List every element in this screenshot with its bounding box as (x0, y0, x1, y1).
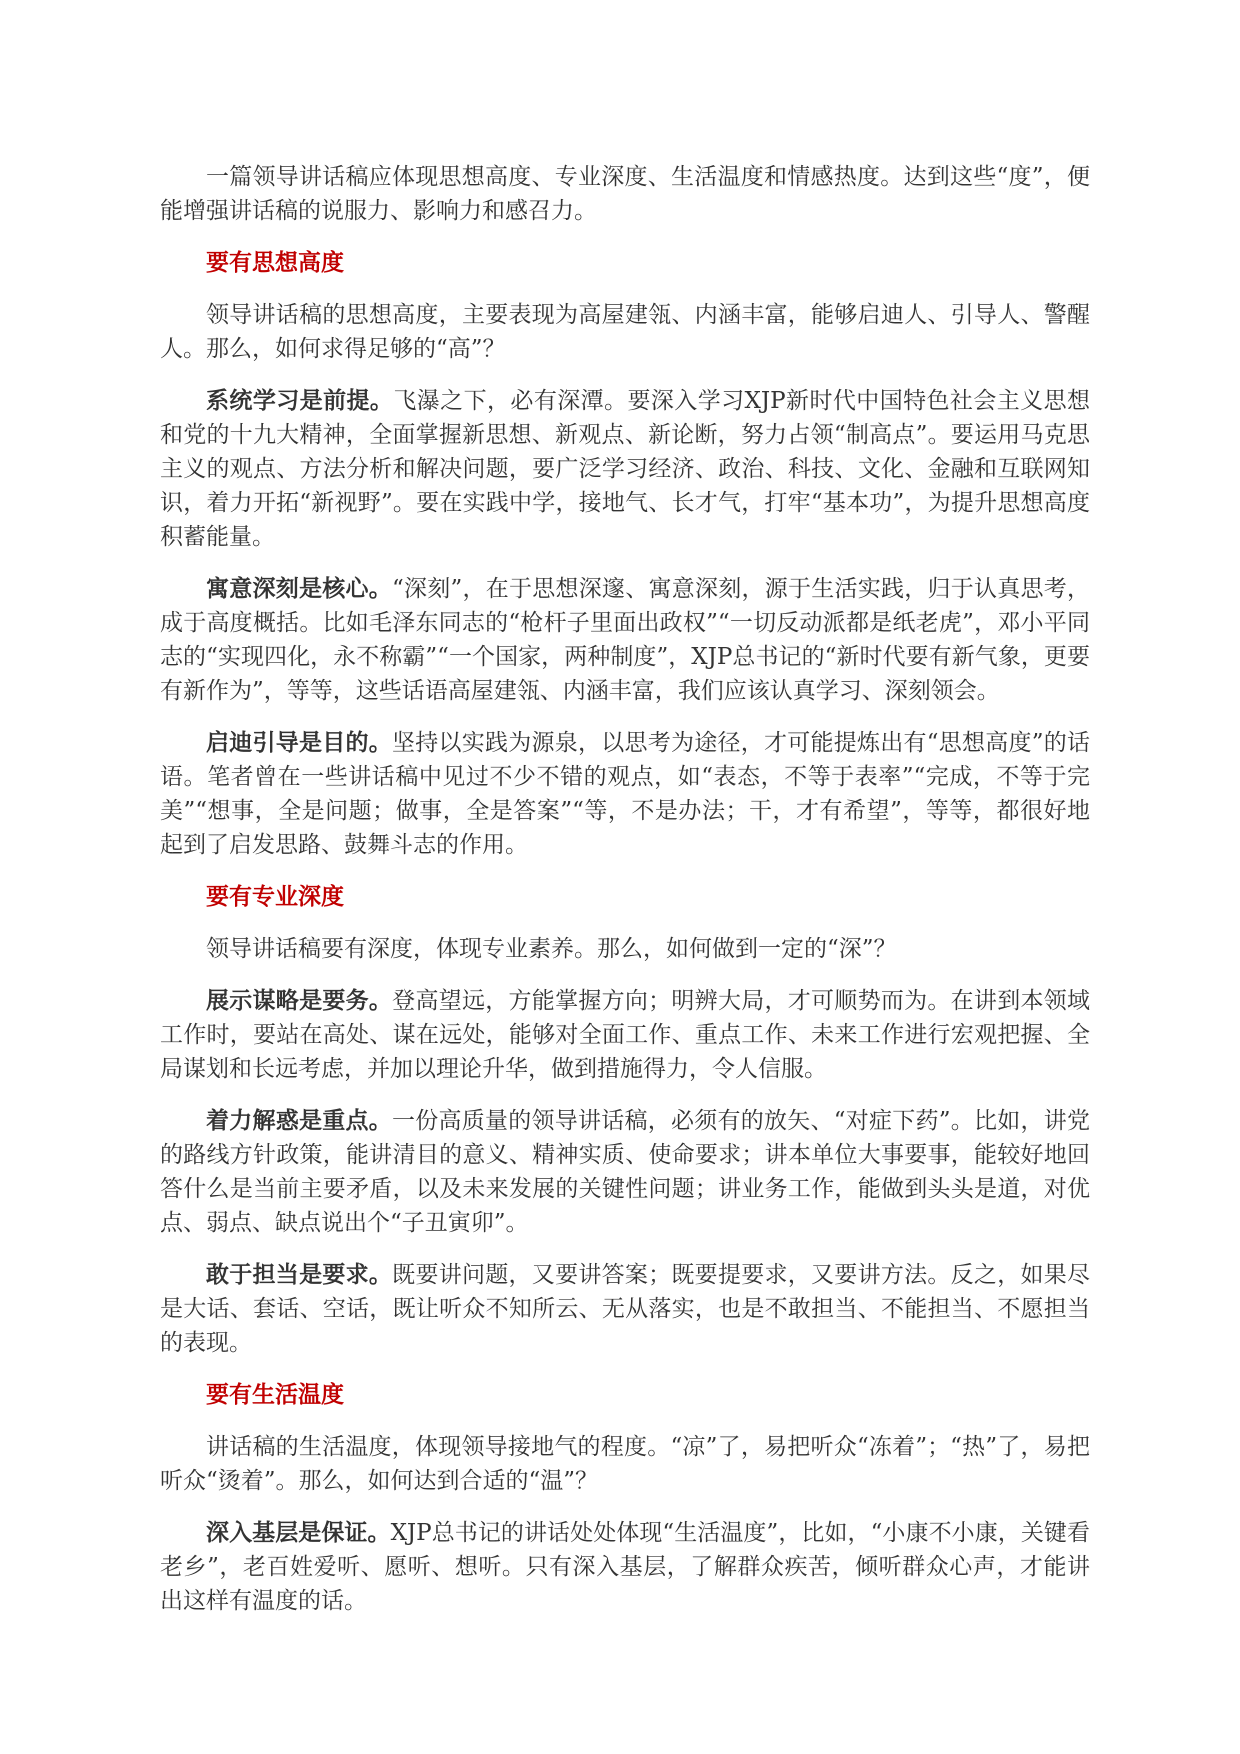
point-lead: 启迪引导是目的。 (206, 730, 392, 756)
point-paragraph (160, 726, 1090, 862)
point-text: 一份高质量的领导讲话稿，必须有的放矢、“对症下药”。比如，讲党的路线方针政策，能讲清目的意义、精神实质、使命要求；讲本单位大事要事，能较好地回答什么是当前主要矛盾，以及未来发展的关键性问题；讲业务工作，能做到头头是道，对优点、弱点、缺点说出个“子丑寅卯”。 (160, 1108, 1090, 1236)
point-lead: 寓意深刻是核心。 (206, 576, 392, 602)
point-text: 坚持以实践为源泉，以思考为途径，才可能提炼出有“思想高度”的话语。笔者曾在一些讲话稿中见过不少不错的观点，如“表态，不等于表率”“完成，不等于完美”“想事，全是问题；做事，全是答案”“等，不是办法；干，才有希望”，等等，都很好地起到了启发思路、鼓舞斗志的作用。 (160, 730, 1090, 858)
point-paragraph (160, 1104, 1090, 1240)
point-lead: 系统学习是前提。 (206, 388, 394, 414)
point-text: 飞瀑之下，必有深潭。要深入学习XJP新时代中国特色社会主义思想和党的十九大精神，全面掌握新思想、新观点、新论断，努力占领“制高点”。要运用马克思主义的观点、方法分析和解决问题，要广泛学习经济、政治、科技、文化、金融和互联网知识，着力开拓“新视野”。要在实践中学，接地气、长才气，打牢“基本功”，为提升思想高度积蓄能量。 (160, 388, 1091, 550)
point-text: “深刻”，在于思想深邃、寓意深刻，源于生活实践，归于认真思考，成于高度概括。比如毛泽东同志的“枪杆子里面出政权”“一切反动派都是纸老虎”，邓小平同志的“实现四化，永不称霸”“一个国家，两种制度”，XJP总书记的“新时代要有新气象，更要有新作为”，等等，这些话语高屋建瓴、内涵丰富，我们应该认真学习、深刻领会。 (160, 576, 1090, 704)
point-text: 登高望远，方能掌握方向；明辨大局，才可顺势而为。在讲到本领域工作时，要站在高处、谋在远处，能够对全面工作、重点工作、未来工作进行宏观把握、全局谋划和长远考虑，并加以理论升华，做到措施得力，令人信服。 (160, 988, 1091, 1082)
document-page (160, 160, 1090, 1636)
point-lead: 深入基层是保证。 (206, 1520, 391, 1546)
section-heading-warmth: 要有生活温度 (206, 1382, 344, 1408)
point-paragraph (160, 984, 1090, 1086)
section-heading-thought: 要有思想高度 (206, 250, 344, 276)
point-lead: 展示谋略是要务。 (206, 988, 393, 1014)
point-lead: 敢于担当是要求。 (206, 1262, 393, 1288)
section-intro-thought: 领导讲话稿的思想高度，主要表现为高屋建瓴、内涵丰富，能够启迪人、引导人、警醒人。那么，如何求得足够的“高”？ (160, 302, 1090, 362)
point-text: 既要讲问题，又要讲答案；既要提要求，又要讲方法。反之，如果尽是大话、套话、空话，既让听众不知所云、无从落实，也是不敢担当、不能担当、不愿担当的表现。 (160, 1262, 1091, 1356)
point-paragraph (160, 1516, 1090, 1618)
section-heading-expertise: 要有专业深度 (206, 884, 344, 910)
section-intro-expertise: 领导讲话稿要有深度，体现专业素养。那么，如何做到一定的“深”？ (206, 936, 897, 962)
point-text: XJP总书记的讲话处处体现“生活温度”，比如，“小康不小康，关键看老乡”，老百姓爱听、愿听、想听。只有深入基层，了解群众疾苦，倾听群众心声，才能讲出这样有温度的话。 (160, 1520, 1090, 1614)
point-paragraph (160, 1258, 1090, 1360)
point-lead: 着力解惑是重点。 (206, 1108, 392, 1134)
intro-paragraph: 一篇领导讲话稿应体现思想高度、专业深度、生活温度和情感热度。达到这些“度”，便能增强讲话稿的说服力、影响力和感召力。 (160, 164, 1090, 224)
point-paragraph (160, 384, 1090, 554)
point-paragraph (160, 572, 1090, 708)
section-intro-warmth: 讲话稿的生活温度，体现领导接地气的程度。“凉”了，易把听众“冻着”；“热”了，易把听众“烫着”。那么，如何达到合适的“温”？ (160, 1434, 1090, 1494)
